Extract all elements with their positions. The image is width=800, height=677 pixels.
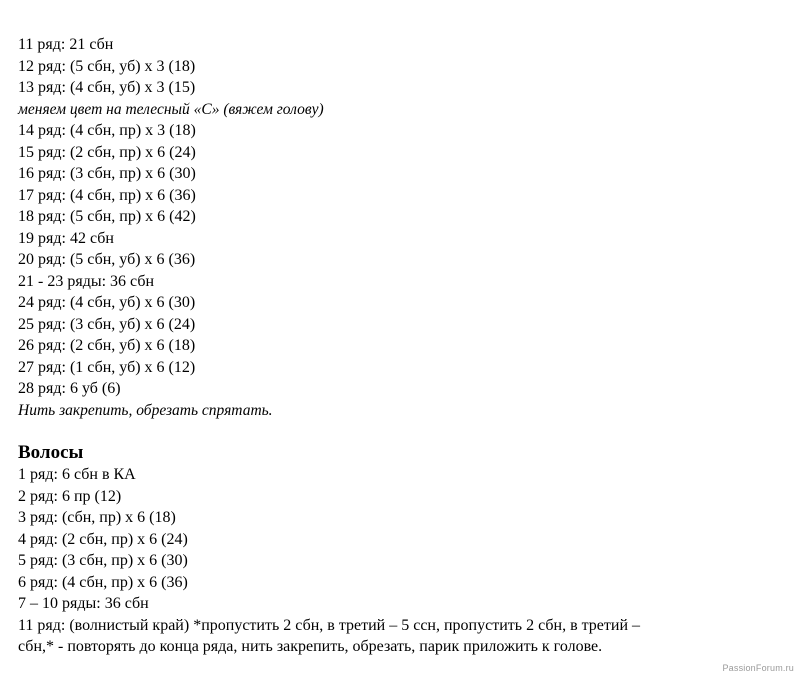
pattern-row: 15 ряд: (2 сбн, пр) х 6 (24) [18,143,196,161]
pattern-row: 17 ряд: (4 сбн, пр) х 6 (36) [18,186,196,204]
pattern-row: 20 ряд: (5 сбн, уб) х 6 (36) [18,251,196,268]
hair-row: 1 ряд: 6 сбн в КА [18,466,136,483]
pattern-row: 11 ряд: 21 сбн [18,36,114,53]
pattern-row: 28 ряд: 6 уб (6) [18,380,121,397]
hair-section [18,442,788,658]
hair-row: 4 ряд: (2 сбн, пр) х 6 (24) [18,530,188,548]
color-change-note: меняем цвет на телесный «С» (вяжем голову) [18,100,324,118]
pattern-row: 13 ряд: (4 сбн, уб) х 3 (15) [18,79,196,96]
hair-heading: Волосы [18,442,84,463]
pattern-row: 14 ряд: (4 сбн, пр) х 3 (18) [18,122,196,139]
pattern-row: 18 ряд: (5 сбн, пр) х 6 (42) [18,208,196,225]
hair-row: 11 ряд: (волнистый край) *пропустить 2 сбн, в третий – 5 ссн, пропустить 2 сбн, в третий – [18,616,641,634]
hair-row: 2 ряд: 6 пр (12) [18,487,122,505]
pattern-row: 24 ряд: (4 сбн, уб) х 6 (30) [18,294,196,311]
finish-note: Нить закрепить, обрезать спрятать. [18,401,273,419]
hair-row: 3 ряд: (сбн, пр) х 6 (18) [18,509,176,526]
section-gap [18,421,788,442]
hair-row: 6 ряд: (4 сбн, пр) х 6 (36) [18,573,188,591]
body-rows [18,34,788,421]
pattern-document [18,34,788,658]
pattern-row: 21 - 23 ряды: 36 сбн [18,272,155,290]
pattern-row: 12 ряд: (5 сбн, уб) х 3 (18) [18,57,196,75]
hair-row: 5 ряд: (3 сбн, пр) х 6 (30) [18,552,188,569]
hair-row: сбн,* - повторять до конца ряда, нить закрепить, обрезать, парик приложить к голове. [18,638,603,655]
pattern-row: 27 ряд: (1 сбн, уб) х 6 (12) [18,358,196,376]
hair-row: 7 – 10 ряды: 36 сбн [18,595,149,612]
pattern-row: 25 ряд: (3 сбн, уб) х 6 (24) [18,315,196,333]
pattern-row: 16 ряд: (3 сбн, пр) х 6 (30) [18,165,196,182]
pattern-row: 26 ряд: (2 сбн, уб) х 6 (18) [18,337,196,354]
watermark: PassionForum.ru [722,663,794,673]
pattern-row: 19 ряд: 42 сбн [18,229,114,247]
